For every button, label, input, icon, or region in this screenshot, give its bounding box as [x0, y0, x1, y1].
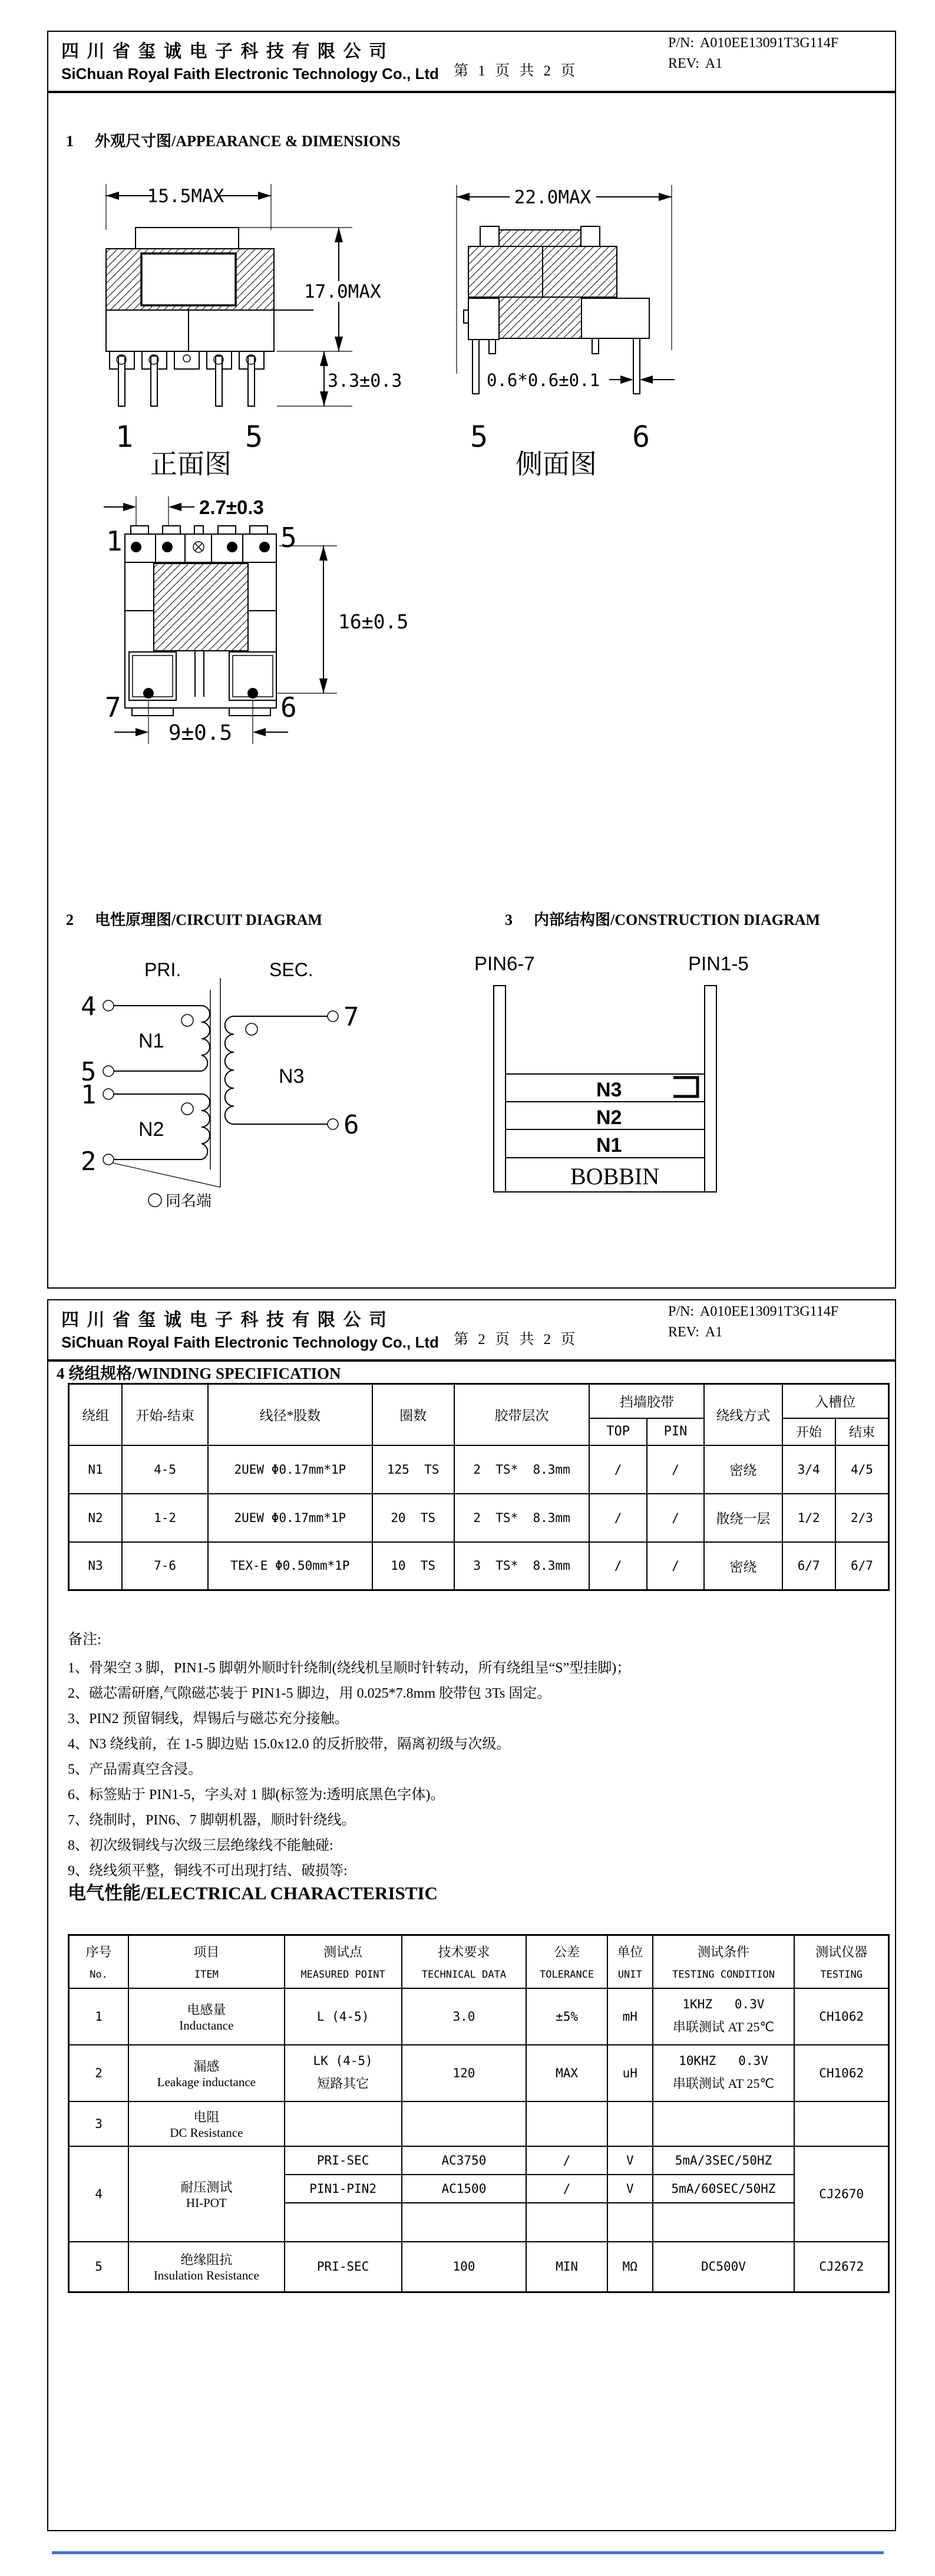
cell: AC3750 — [402, 2146, 527, 2175]
circuit-pin6-label: 6 — [343, 1110, 359, 1140]
pri-label: PRI. — [144, 959, 181, 980]
item-en: Leakage inductance — [157, 2074, 256, 2089]
front-body — [106, 228, 313, 406]
n2-label: N2 — [138, 1118, 164, 1141]
notes-title: 备注: — [68, 1632, 101, 1648]
front-pin5-label: 5 — [245, 420, 263, 454]
cell: L (4-5) — [285, 1988, 402, 2045]
cell — [128, 1988, 284, 2045]
col-tolerance — [526, 1935, 607, 1988]
cell: / — [526, 2146, 607, 2175]
bottom-pin7-label: 7 — [105, 691, 121, 723]
bottom-pin5-label: 5 — [280, 522, 297, 554]
cell: 100 — [402, 2242, 527, 2292]
electrical-row-dc-resistance — [69, 2101, 889, 2146]
cell: 7-6 — [122, 1542, 208, 1590]
bottom-dim-pitch-label: 2.7±0.3 — [199, 496, 264, 518]
electrical-row-leakage — [69, 2045, 889, 2101]
layer-n1-label: N1 — [596, 1134, 622, 1157]
col-slot: 入槽位 — [782, 1384, 889, 1418]
cell — [526, 2101, 607, 2146]
cell — [653, 1988, 795, 2045]
cell: PIN1-PIN2 — [285, 2175, 402, 2203]
header-en: ITEM — [194, 1969, 219, 1981]
note-item: 6、标签贴于 PIN1-5，字头对 1 脚(标签为:透明底黑色字体)。 — [68, 1787, 445, 1803]
bottom-body — [125, 526, 276, 716]
construction-pin15-label: PIN1-5 — [688, 953, 749, 974]
electrical-table — [68, 1934, 890, 2293]
header-cn: 测试点 — [323, 1945, 363, 1960]
col-margin-tape: 挡墙胶带 — [589, 1384, 704, 1418]
note-item: 5、产品需真空含浸。 — [68, 1762, 202, 1777]
cell: uH — [607, 2045, 653, 2101]
construction-pin67-label: PIN6-7 — [474, 953, 535, 974]
item-cn: 电感量 — [187, 2002, 226, 2017]
col-slot-end: 结束 — [835, 1418, 889, 1445]
section1-title — [66, 129, 401, 151]
winding-row-n1 — [69, 1445, 889, 1494]
page-number: 第 1 页 共 2 页 — [454, 63, 579, 79]
cell: 5mA/60SEC/50HZ — [653, 2175, 795, 2203]
cell: MΩ — [607, 2242, 653, 2292]
side-pin6-label: 6 — [632, 420, 650, 454]
header-cn: 技术要求 — [438, 1945, 490, 1960]
rev-label: REV: — [668, 1325, 699, 1340]
item-cn: 耐压测试 — [180, 2179, 233, 2195]
cell: CJ2672 — [794, 2242, 888, 2292]
cell — [402, 2203, 527, 2242]
cell: / — [589, 1445, 646, 1494]
cell — [653, 2101, 795, 2146]
circuit-pin5-label: 5 — [81, 1057, 97, 1087]
cell — [285, 2045, 402, 2101]
cell: 2 TS* 8.3mm — [454, 1445, 590, 1494]
page1-header — [48, 32, 895, 93]
front-pin-length-dimension — [277, 351, 402, 406]
n3-label: N3 — [279, 1065, 305, 1088]
section3-text: 内部结构图/CONSTRUCTION DIAGRAM — [534, 911, 821, 928]
header-en: TESTING — [820, 1969, 863, 1981]
col-technical-data — [402, 1935, 527, 1988]
cell: 5mA/3SEC/50HZ — [653, 2146, 795, 2175]
cell: AC1500 — [402, 2175, 527, 2203]
primary-pins — [81, 991, 114, 1177]
header-en: MEASURED POINT — [300, 1969, 385, 1981]
cell: N3 — [69, 1542, 122, 1590]
item-en: DC Resistance — [170, 2125, 243, 2140]
condition-line1: 10KHZ 0.3V — [679, 2054, 768, 2068]
cell: / — [647, 1445, 704, 1494]
col-no — [69, 1935, 129, 1988]
cell: / — [589, 1494, 646, 1542]
cell: 2/3 — [835, 1494, 889, 1542]
circuit-pin4-label: 4 — [81, 991, 97, 1022]
cell: / — [589, 1542, 646, 1590]
winding-table — [68, 1383, 890, 1591]
side-body — [464, 226, 649, 394]
section2-text: 电性原理图/CIRCUIT DIAGRAM — [95, 911, 322, 928]
cell: 2UEW Φ0.17mm*1P — [208, 1494, 372, 1542]
cell: 4/5 — [835, 1445, 889, 1494]
front-dim-height-label: 17.0MAX — [304, 281, 381, 302]
section2-number: 2 — [66, 911, 74, 928]
cell: 6/7 — [782, 1542, 835, 1590]
cell: PRI-SEC — [285, 2146, 402, 2175]
bobbin-label: BOBBIN — [570, 1163, 660, 1190]
side-pin5-label: 5 — [470, 420, 488, 454]
cell: 120 — [402, 2045, 527, 2101]
cell: 20 TS — [372, 1494, 454, 1542]
item-cn: 绝缘阻抗 — [180, 2252, 233, 2268]
side-view-drawing — [407, 173, 748, 477]
cell: 3 TS* 8.3mm — [454, 1542, 590, 1590]
point-line2: 短路其它 — [317, 2076, 369, 2091]
layer-n3-label: N3 — [596, 1079, 622, 1101]
section1-text: 外观尺寸图/APPEARANCE & DIMENSIONS — [95, 133, 401, 150]
cell: 10 TS — [372, 1542, 454, 1590]
cell: V — [607, 2146, 653, 2175]
part-meta — [668, 35, 838, 77]
section1-number: 1 — [66, 133, 74, 150]
pn-value: A010EE13091T3G114F — [700, 35, 839, 51]
condition-line2: 串联测试 AT 25℃ — [672, 2076, 775, 2091]
header-cn: 单位 — [617, 1945, 643, 1960]
header-cn: 项目 — [193, 1945, 220, 1960]
header-en: UNIT — [617, 1969, 642, 1981]
core-lines — [113, 978, 220, 1187]
cell: 4 — [69, 2146, 129, 2242]
cell: / — [647, 1494, 704, 1542]
section3-title — [505, 908, 820, 930]
col-winding: 绕组 — [69, 1384, 122, 1445]
cell — [607, 2203, 653, 2242]
cell — [285, 2203, 402, 2242]
header-cn: 公差 — [554, 1945, 580, 1960]
cell: CJ2670 — [794, 2146, 888, 2242]
front-pin1-label: 1 — [115, 420, 134, 454]
cell: MIN — [526, 2242, 607, 2292]
col-start-end: 开始-结束 — [122, 1384, 208, 1445]
cell: 2 TS* 8.3mm — [454, 1494, 590, 1542]
side-dim-width-label: 22.0MAX — [514, 187, 592, 208]
side-view-caption: 侧面图 — [516, 449, 597, 477]
bottom-dim-length-label: 16±0.5 — [338, 610, 409, 633]
col-testing — [794, 1935, 888, 1988]
construction-diagram — [465, 940, 878, 1208]
cell: 3 — [69, 2101, 129, 2146]
cell: 密绕 — [704, 1542, 782, 1590]
col-item — [128, 1935, 284, 1988]
col-testing-condition — [653, 1935, 795, 1988]
item-cn: 漏感 — [193, 2058, 220, 2074]
cell: 125 TS — [372, 1445, 454, 1494]
header-cn: 测试条件 — [697, 1945, 749, 1960]
note-item: 7、绕制时，PIN6、7 脚朝机器，顺时针绕线。 — [68, 1813, 356, 1828]
header-cn: 测试仪器 — [815, 1945, 868, 1960]
bottom-length-dimension — [276, 546, 408, 693]
cell — [128, 2146, 284, 2242]
n1-label: N1 — [138, 1030, 164, 1052]
page2-header — [48, 1300, 895, 1362]
item-cn: 电阻 — [193, 2109, 220, 2124]
header-cn: 序号 — [85, 1945, 112, 1960]
note-item: 3、PIN2 预留铜线，焊锡后与磁芯充分接触。 — [68, 1711, 349, 1727]
electrical-row-inductance — [69, 1988, 889, 2045]
section4-title: 4 绕组规格/WINDING SPECIFICATION — [57, 1365, 341, 1382]
cell: mH — [607, 1988, 653, 2045]
cell: 5 — [69, 2242, 129, 2292]
cell: 1/2 — [782, 1494, 835, 1542]
electrical-row-insulation — [69, 2242, 889, 2292]
note-item: 1、骨架空 3 脚，PIN1-5 脚朝外顺时针绕制(绕线机呈顺时针转动，所有绕组呈“S”型挂脚)； — [68, 1661, 631, 1676]
pn-value: A010EE13091T3G114F — [700, 1304, 839, 1319]
section3-number: 3 — [505, 911, 513, 928]
cell — [526, 2203, 607, 2242]
winding-row-n2 — [69, 1494, 889, 1542]
item-en: HI-POT — [186, 2195, 227, 2210]
cell — [653, 2045, 795, 2101]
col-measured-point — [285, 1935, 402, 1988]
bottom-view-drawing — [73, 480, 415, 757]
front-dim-pin-length-label: 3.3±0.3 — [328, 371, 402, 391]
side-dim-pin-label: 0.6*0.6±0.1 — [487, 370, 600, 390]
col-method: 绕线方式 — [704, 1384, 782, 1445]
cell — [653, 2203, 795, 2242]
bottom-pin6-label: 6 — [280, 691, 297, 723]
cell: N1 — [69, 1445, 122, 1494]
circuit-pin1-label: 1 — [81, 1080, 97, 1110]
circuit-pin7-label: 7 — [343, 1002, 359, 1032]
cell — [128, 2242, 284, 2292]
front-dim-width-label: 15.5MAX — [147, 186, 224, 207]
cell: V — [607, 2175, 653, 2203]
winding-n1 — [114, 1006, 210, 1071]
cell: 2UEW Φ0.17mm*1P — [208, 1445, 372, 1494]
bottom-dim-span-label: 9±0.5 — [168, 721, 233, 745]
front-view-caption: 正面图 — [150, 449, 232, 477]
cell: DC500V — [653, 2242, 795, 2292]
electrical-row-hipot-1 — [69, 2146, 889, 2175]
cell: CH1062 — [794, 1988, 888, 2045]
col-pin: PIN — [647, 1418, 704, 1445]
revision-row — [668, 1325, 838, 1340]
part-meta — [668, 1304, 838, 1345]
note-item: 9、绕线须平整，铜线不可出现打结、破损等: — [68, 1863, 348, 1879]
cell: 4-5 — [122, 1445, 208, 1494]
pn-label: P/N: — [668, 35, 695, 51]
note-item: 4、N3 绕线前，在 1-5 脚边贴 15.0x12.0 的反折胶带，隔离初级与次级。 — [68, 1737, 511, 1752]
electrical-title: 电气性能/ELECTRICAL CHARACTERISTIC — [68, 1883, 438, 1903]
col-wire: 线径*股数 — [208, 1384, 372, 1445]
cell: N2 — [69, 1494, 122, 1542]
company-name-en: SiChuan Royal Faith Electronic Technology Co., Ltd — [61, 65, 439, 83]
cell: 1-2 — [122, 1494, 208, 1542]
part-number-row — [668, 1304, 838, 1320]
front-width-dimension — [106, 184, 271, 230]
point-line1: LK (4-5) — [313, 2054, 373, 2068]
col-unit — [607, 1935, 653, 1988]
electrical-header-row — [69, 1935, 889, 1988]
rev-value: A1 — [705, 56, 723, 71]
rev-label: REV: — [668, 56, 699, 71]
polarity-legend — [148, 1193, 212, 1210]
cell: / — [647, 1542, 704, 1590]
cell: CH1062 — [794, 2045, 888, 2101]
winding-n2 — [114, 1094, 210, 1159]
condition-line2: 串联测试 AT 25℃ — [672, 2020, 775, 2034]
header-en: TESTING CONDITION — [672, 1969, 775, 1981]
cell — [607, 2101, 653, 2146]
cell: 6/7 — [835, 1542, 889, 1590]
cell: 密绕 — [704, 1445, 782, 1494]
side-pin-dimension — [487, 370, 675, 390]
header-en: No. — [90, 1969, 108, 1981]
part-number-row — [668, 35, 838, 51]
sec-label: SEC. — [269, 959, 313, 980]
cell — [402, 2101, 527, 2146]
cell: ±5% — [526, 1988, 607, 2045]
page-number: 第 2 页 共 2 页 — [454, 1332, 579, 1348]
cell — [794, 2101, 888, 2146]
col-turns: 圈数 — [372, 1384, 454, 1445]
cell: 散绕一层 — [704, 1494, 782, 1542]
layer-n2-label: N2 — [596, 1106, 622, 1129]
cell: MAX — [526, 2045, 607, 2101]
header-en: TECHNICAL DATA — [421, 1969, 507, 1981]
cell: 1 — [69, 1988, 129, 2045]
winding-n3 — [225, 1002, 359, 1140]
bottom-pin1-label: 1 — [106, 525, 123, 557]
note-item: 8、初次级铜线与次级三层绝缘线不能触碰: — [68, 1838, 333, 1853]
revision-row — [668, 56, 838, 72]
front-view-drawing — [71, 173, 412, 477]
pn-label: P/N: — [668, 1304, 695, 1319]
circuit-diagram — [57, 940, 446, 1249]
cell — [128, 2045, 284, 2101]
rev-value: A1 — [705, 1325, 723, 1340]
spec-sheet-page-2 — [47, 1299, 896, 2531]
item-en: Insulation Resistance — [153, 2268, 259, 2283]
footer-blue-line — [52, 2551, 884, 2554]
cell: PRI-SEC — [285, 2242, 402, 2292]
winding-header-row — [69, 1384, 889, 1418]
header-en: TOLERANCE — [540, 1969, 594, 1981]
col-tape-layers: 胶带层次 — [454, 1384, 590, 1445]
cell — [128, 2101, 284, 2146]
cell: 2 — [69, 2045, 129, 2101]
note-item: 2、磁芯需研磨,气隙磁芯装于 PIN1-5 脚边，用 0.025*7.8mm 胶带包 3Ts 固定。 — [68, 1686, 551, 1701]
company-name-cn: 四 川 省 玺 诚 电 子 科 技 有 限 公 司 — [61, 42, 388, 61]
cell: TEX-E Φ0.50mm*1P — [208, 1542, 372, 1590]
circuit-pin2-label: 2 — [81, 1147, 97, 1177]
notes-block — [68, 1628, 630, 1884]
cell: 3.0 — [402, 1988, 527, 2045]
spec-sheet-page-1 — [47, 31, 896, 1289]
condition-line1: 1KHZ 0.3V — [682, 1997, 765, 2011]
col-top: TOP — [589, 1418, 646, 1445]
section2-title — [66, 908, 322, 930]
winding-row-n3 — [69, 1542, 889, 1590]
legend-label: 同名端 — [166, 1193, 212, 1210]
cell: 3/4 — [782, 1445, 835, 1494]
col-slot-start: 开始 — [782, 1418, 835, 1445]
company-name-cn: 四 川 省 玺 诚 电 子 科 技 有 限 公 司 — [61, 1310, 388, 1330]
company-name-en: SiChuan Royal Faith Electronic Technology Co., Ltd — [61, 1333, 439, 1351]
cell: / — [526, 2175, 607, 2203]
cell — [285, 2101, 402, 2146]
item-en: Inductance — [179, 2018, 234, 2033]
